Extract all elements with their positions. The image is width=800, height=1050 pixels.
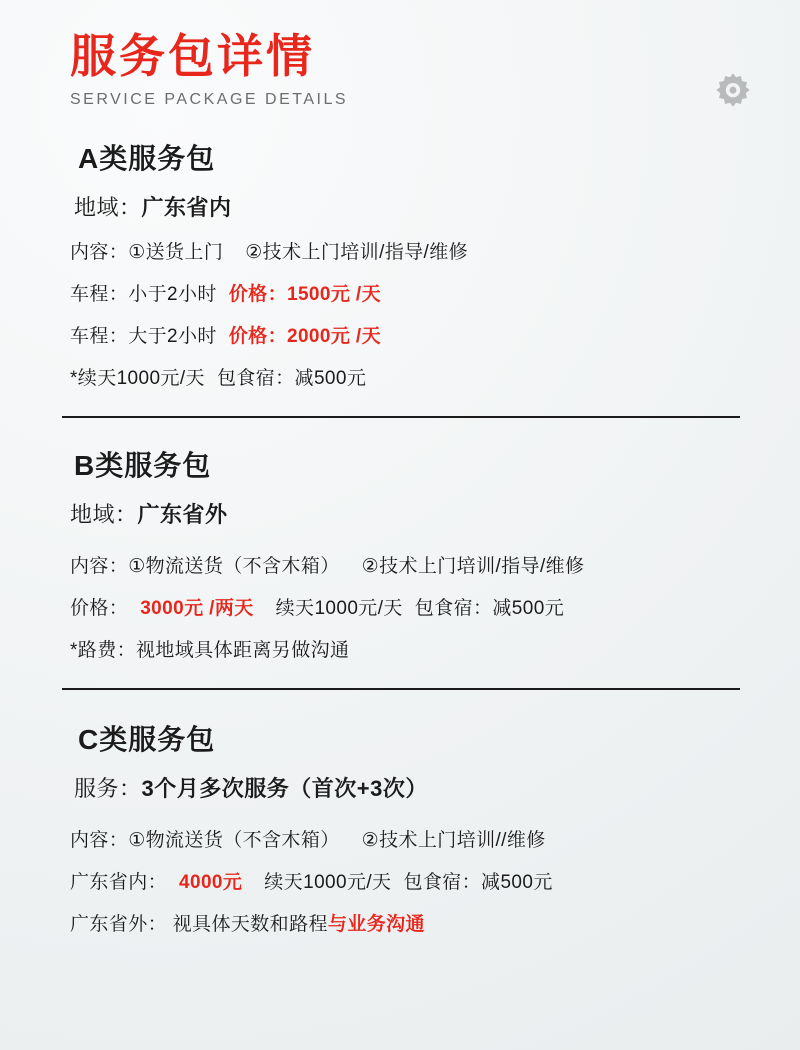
section-a-row-4-part-2: 包食宿：减500元	[216, 367, 367, 389]
section-b-row-2	[70, 593, 740, 620]
page-title: 服务包详情	[70, 30, 315, 82]
section-a-row-3-price: 价格：2000元 /天	[228, 325, 382, 347]
section-a-row-2-price: 价格：1500元 /天	[228, 283, 382, 305]
gear-icon	[710, 70, 756, 116]
section-a-row-4	[70, 363, 740, 390]
section-c-row-2-part-3: 续天1000元/天	[264, 871, 392, 893]
section-b-row-1-part-2: ②技术上门培训/指导/维修	[361, 555, 585, 577]
section-a-row-1-part-2: ②技术上门培训/指导/维修	[245, 241, 469, 263]
section-b-row-3	[70, 635, 740, 662]
section-a-row-2-part-1: 车程：小于2小时	[70, 283, 217, 305]
section-c-row-1-part-2: ②技术上门培训//维修	[361, 829, 546, 851]
section-c-row-3	[70, 909, 740, 936]
section-b-row-2-part-1: 价格：	[70, 597, 129, 619]
section-a-row-4-part-1: *续天1000元/天	[70, 367, 205, 389]
section-c-subtitle	[70, 772, 740, 803]
section-c-sub-value: 3个月多次服务（首次+3次）	[141, 775, 428, 801]
page-header	[0, 0, 800, 109]
section-b-row-2-price: 3000元 /两天	[140, 597, 254, 619]
section-c-row-2-price: 4000元	[179, 871, 243, 893]
page-subtitle: SERVICE PACKAGE DETAILS	[70, 90, 349, 108]
section-c-sub-label: 服务：	[74, 775, 142, 801]
section-b-row-2-part-3: 续天1000元/天	[275, 597, 403, 619]
section-b-row-2-part-4: 包食宿：减500元	[414, 597, 565, 619]
section-c-row-2	[70, 867, 740, 894]
section-a-sub-label: 地域：	[74, 194, 142, 220]
section-b	[0, 444, 800, 662]
section-c-title: C类服务包	[78, 723, 216, 755]
section-b-sub-value: 广东省外	[137, 501, 228, 527]
section-a-row-3	[70, 321, 740, 348]
section-a-sub-value: 广东省内	[141, 194, 232, 220]
section-a-row-2	[70, 279, 740, 306]
section-b-row-3-part-1: *路费：视地域具体距离另做沟通	[70, 639, 350, 661]
section-a	[0, 137, 800, 390]
section-a-row-1	[70, 237, 740, 264]
section-c-row-2-part-1: 广东省内：	[70, 871, 168, 893]
section-c-row-1	[70, 825, 740, 852]
section-c-row-1-part-1: 内容：①物流送货（不含木箱）	[70, 829, 340, 851]
section-a-subtitle	[70, 191, 740, 222]
section-b-row-1	[70, 551, 740, 578]
section-a-row-3-part-1: 车程：大于2小时	[70, 325, 217, 347]
section-c	[0, 718, 800, 936]
divider-a-b	[62, 416, 740, 418]
section-c-row-3-part-1: 广东省外： 视具体天数和路程	[70, 913, 328, 935]
section-c-row-3-highlight: 与业务沟通	[327, 913, 425, 935]
section-b-sub-label: 地域：	[70, 501, 138, 527]
section-b-subtitle	[70, 498, 740, 529]
section-a-title: A类服务包	[78, 142, 216, 174]
section-b-title: B类服务包	[74, 449, 212, 481]
section-c-row-2-part-4: 包食宿：减500元	[403, 871, 553, 893]
section-a-row-1-part-1: 内容：①送货上门	[70, 241, 224, 263]
section-b-row-1-part-1: 内容：①物流送货（不含木箱）	[70, 555, 340, 577]
divider-b-c	[62, 688, 740, 690]
